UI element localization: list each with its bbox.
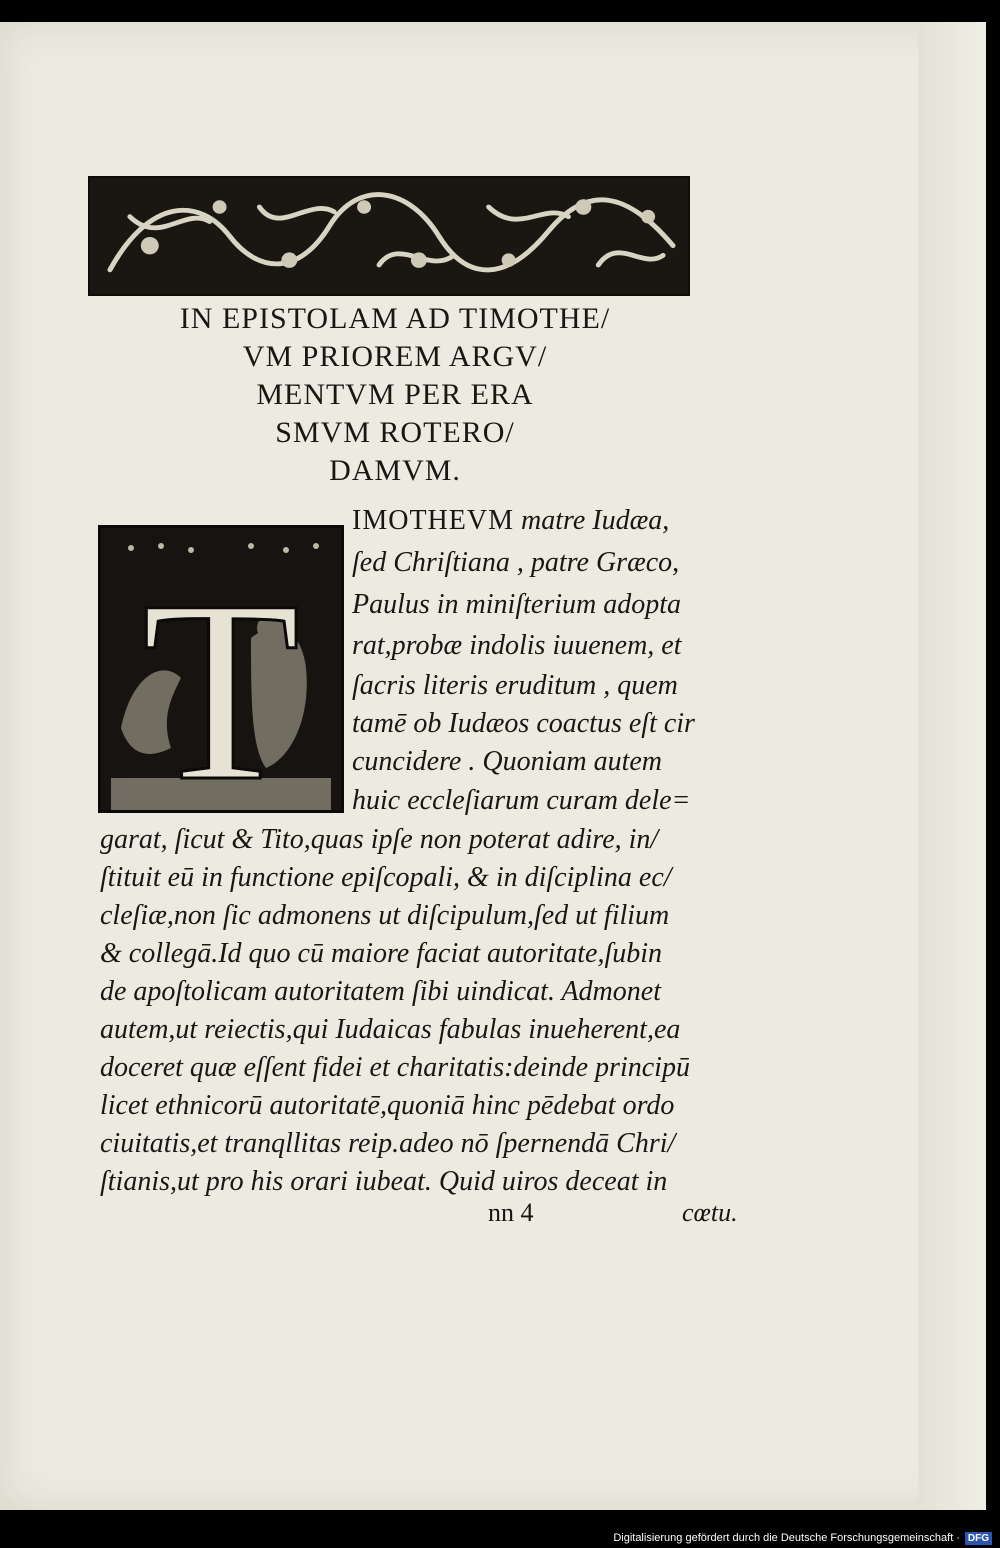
ornament-icon — [90, 178, 688, 294]
text-line: ſacris literis eruditum , quem — [352, 670, 678, 701]
text-line: ciuitatis,et tranqllitas reip.adeo nō ſpernendā Chri/ — [100, 1128, 676, 1159]
ornamental-headband — [88, 176, 690, 296]
dfg-logo: DFG — [965, 1532, 992, 1545]
heading-title — [120, 300, 670, 490]
text-line: cleſiæ,non ſic admonens ut diſcipulum,ſed ut filium — [100, 900, 670, 931]
text-line: ſtituit eū in functione epiſcopali, & in diſciplina ec/ — [100, 862, 672, 893]
text-caps: IMOTHEVM — [352, 505, 514, 536]
text-line: rat,probæ indolis iuuenem, et — [352, 630, 682, 661]
text-line: ſed Chriſtiana , patre Græco, — [352, 547, 680, 578]
title-line: IN EPISTOLAM AD TIMOTHE/ — [179, 302, 611, 335]
page-edge — [918, 22, 986, 1510]
text-line: de apoſtolicam autoritatem ſibi uindicat. Admonet — [100, 976, 661, 1007]
initial-illustration — [101, 528, 341, 810]
title-line: MENTVM PER ERA — [256, 378, 534, 411]
decorated-initial — [98, 525, 344, 813]
digitization-credit: Digitalisierung gefördert durch die Deutsche Forschungsgemeinschaft · — [613, 1532, 960, 1544]
text-line — [352, 503, 669, 539]
signature-mark: nn 4 — [488, 1198, 534, 1227]
text-line: licet ethnicorū autoritatē,quoniā hinc pēdebat ordo — [100, 1090, 675, 1121]
initial-letter: T — [141, 547, 301, 810]
title-line: VM PRIOREM ARGV/ — [242, 340, 548, 373]
text-line: cuncidere . Quoniam autem — [352, 746, 662, 777]
text-line: ſtianis,ut pro his orari iubeat. Quid uiros deceat in — [100, 1166, 668, 1197]
text-run: matre Iudæa, — [514, 505, 670, 536]
title-line: SMVM ROTERO/ — [275, 416, 515, 449]
text-line: & collegā.Id quo cū maiore faciat autoritate,ſubin — [100, 938, 662, 969]
text-line: autem,ut reiectis,qui Iudaicas fabulas inueherent,ea — [100, 1014, 681, 1045]
text-line: garat, ſicut & Tito,quas ipſe non poterat adire, in/ — [100, 824, 659, 855]
catchword: cœtu. — [682, 1198, 738, 1227]
title-line: DAMVM. — [329, 454, 461, 487]
text-line: Paulus in miniſterium adopta — [352, 589, 681, 620]
text-line: tamē ob Iudæos coactus eſt cir — [352, 708, 695, 739]
text-line: huic eccleſiarum curam dele= — [352, 785, 691, 816]
text-line: doceret quæ eſſent fidei et charitatis:deinde principū — [100, 1052, 690, 1083]
